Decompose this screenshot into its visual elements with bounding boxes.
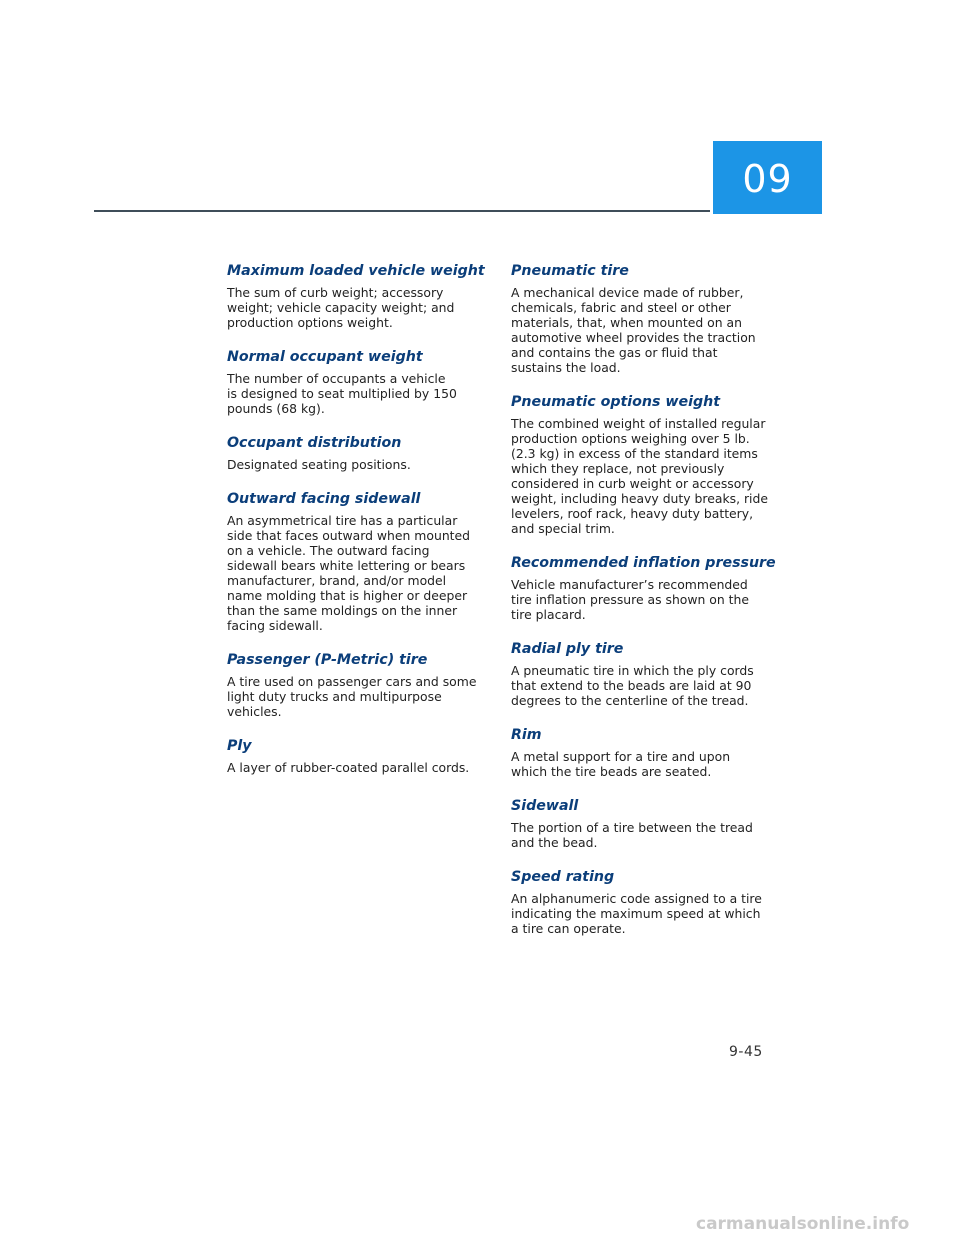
glossary-entry-maximum-loaded-vehicle-weight — [227, 262, 489, 330]
glossary-term: Normal occupant weight — [227, 349, 423, 365]
glossary-entry-ply — [227, 737, 489, 775]
glossary-definition: A metal support for a tire and upon which the tire beads are seated. — [511, 749, 731, 779]
glossary-entry-speed-rating — [511, 868, 773, 936]
glossary-definition: The combined weight of installed regular production options weighing over 5 lb. (2.3 kg) in excess of the standard items which they replace, not previously considered in curb weight or accessory weight, including heavy duty breaks, ride levelers, roof rack, heavy duty battery, and special trim. — [511, 416, 768, 536]
glossary-term: Maximum loaded vehicle weight — [227, 263, 485, 279]
glossary-entry-passenger-p-metric-tire — [227, 651, 489, 719]
glossary-term: Recommended inflation pressure — [511, 555, 776, 571]
glossary-definition: The portion of a tire between the tread and the bead. — [511, 820, 753, 850]
left-column — [227, 262, 489, 793]
chapter-number: 09 — [742, 156, 793, 201]
glossary-entry-recommended-inflation-pressure — [511, 554, 776, 622]
glossary-term: Radial ply tire — [511, 641, 624, 657]
glossary-entry-pneumatic-options-weight — [511, 393, 773, 536]
glossary-entry-radial-ply-tire — [511, 640, 773, 708]
glossary-entry-outward-facing-sidewall — [227, 490, 489, 633]
glossary-definition: An alphanumeric code assigned to a tire indicating the maximum speed at which a tire can operate. — [511, 891, 762, 936]
glossary-entry-pneumatic-tire — [511, 262, 773, 375]
glossary-definition: A tire used on passenger cars and some light duty trucks and multipurpose vehicles. — [227, 674, 477, 719]
glossary-definition: A pneumatic tire in which the ply cords that extend to the beads are laid at 90 degrees to the centerline of the tread. — [511, 663, 754, 708]
glossary-definition: An asymmetrical tire has a particular side that faces outward when mounted on a vehicle. The outward facing sidewall bears white lettering or bears manufacturer, brand, and/or model name molding that is higher or deeper than the same moldings on the inner facing sidewall. — [227, 513, 471, 633]
glossary-entry-occupant-distribution — [227, 434, 489, 472]
glossary-definition: The sum of curb weight; accessory weight; vehicle capacity weight; and production options weight. — [227, 285, 455, 330]
glossary-term: Occupant distribution — [227, 435, 402, 451]
chapter-tab — [713, 141, 822, 214]
page-number: 9-45 — [729, 1044, 763, 1060]
glossary-term: Ply — [227, 738, 252, 754]
right-column — [511, 262, 776, 954]
glossary-term: Sidewall — [511, 798, 579, 814]
glossary-term: Pneumatic options weight — [511, 394, 720, 410]
glossary-term: Speed rating — [511, 869, 615, 885]
glossary-entry-sidewall — [511, 797, 773, 850]
glossary-entry-rim — [511, 726, 773, 779]
glossary-term: Outward facing sidewall — [227, 491, 421, 507]
glossary-definition: A layer of rubber-coated parallel cords. — [227, 760, 470, 775]
glossary-definition: A mechanical device made of rubber, chemicals, fabric and steel or other materials, that, when mounted on an automotive wheel provides the traction and contains the gas or fluid that sustains the load. — [511, 285, 756, 375]
glossary-term: Rim — [511, 727, 542, 743]
watermark: carmanualsonline.info — [696, 1214, 910, 1234]
glossary-definition: Vehicle manufacturer’s recommended tire inflation pressure as shown on the tire placard. — [511, 577, 750, 622]
chapter-divider-rule — [94, 210, 710, 212]
glossary-definition: The number of occupants a vehicle is designed to seat multiplied by 150 pounds (68 kg). — [227, 371, 457, 416]
glossary-entry-normal-occupant-weight — [227, 348, 489, 416]
glossary-term: Pneumatic tire — [511, 263, 629, 279]
glossary-term: Passenger (P-Metric) tire — [227, 652, 428, 668]
glossary-definition: Designated seating positions. — [227, 457, 411, 472]
